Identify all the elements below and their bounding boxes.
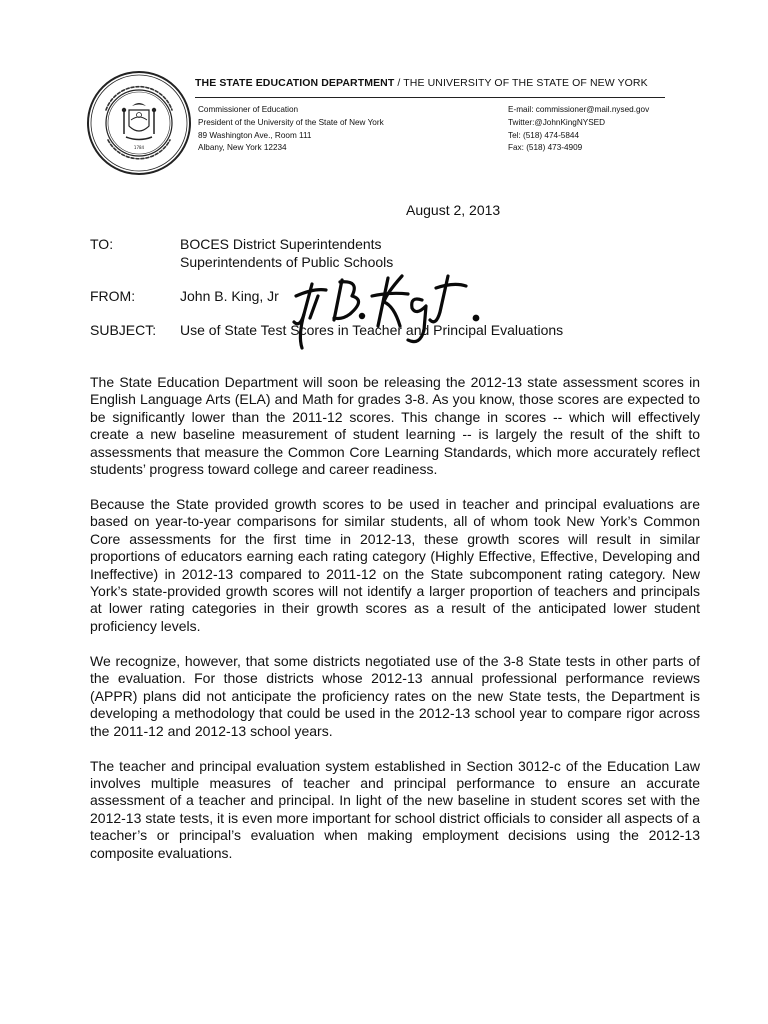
letterhead-address-block (198, 104, 384, 155)
letterhead-title (195, 77, 648, 89)
from-sender: John B. King, Jr (180, 288, 279, 304)
recipient-line: Superintendents of Public Schools (180, 253, 394, 270)
memo-date: August 2, 2013 (406, 202, 501, 218)
subject-text: Use of State Test Scores in Teacher and Principal Evaluations (180, 322, 564, 338)
to-label: TO: (90, 236, 114, 252)
nys-university-seal-icon (86, 70, 192, 176)
street-address: 89 Washington Ave., Room 111 (198, 130, 312, 140)
subject-label: SUBJECT: (90, 322, 157, 338)
email-line: E-mail: commissioner@mail.nysed.gov (508, 105, 650, 114)
telephone-line: Tel: (518) 474-5844 (508, 130, 580, 140)
memo-body (90, 374, 700, 880)
body-paragraph: Because the State provided growth scores to be used in teacher and principal evaluations are based on year-to-year comparisons for similar students, all of whom took New York’s Common Core assessments for the first time in 2012-13, these growth scores will result in similar proportions of educators earning each rating category (Highly Effective, Effective, Developing and Ineffective) in 2012-13 compared to 2011-12 on the State subcomponent rating category. New York’s state-provided growth scores will not identify a larger proportion of teachers and principals at lower rating categories in their growth scores as a result of the anticipated lower student proficiency levels. (90, 496, 700, 634)
department-name: THE STATE EDUCATION DEPARTMENT (195, 77, 395, 89)
twitter-line: Twitter:@JohnKingNYSED (508, 117, 606, 127)
letterhead-contact-block (508, 104, 649, 155)
commissioner-title: Commissioner of Education (198, 105, 299, 114)
from-label: FROM: (90, 288, 136, 304)
handwritten-signature-icon (290, 266, 490, 356)
body-paragraph: We recognize, however, that some districts negotiated use of the 3-8 State tests in other parts of the evaluation. For those districts whose 2012-13 annual professional performance reviews (APPR) plans did not anticipate the proficiency rates on the new State tests, the Department is developing a methodology that could be used in the 2012-13 school year to compare rigor across the 2011-12 and 2012-13 school years. (90, 652, 700, 739)
title-separator: / (394, 77, 404, 89)
city-address: Albany, New York 12234 (198, 143, 287, 153)
letterhead-divider (195, 97, 665, 98)
body-paragraph: The teacher and principal evaluation system established in Section 3012-c of the Education Law involves multiple measures of teacher and principal performance to ensure an accurate assessment of a teacher and principal. In light of the new baseline in student scores set with the 2012-13 state tests, it is even more important for school district officials to consider all aspects of a teacher’s or principal’s evaluation when making employment decisions using the 2012-13 composite evaluations. (90, 757, 700, 861)
recipient-line: BOCES District Superintendents (180, 236, 382, 252)
president-title: President of the University of the State of New York (198, 117, 384, 127)
fax-line: Fax: (518) 473-4909 (508, 143, 583, 153)
university-name: THE UNIVERSITY OF THE STATE OF NEW YORK (403, 77, 648, 89)
svg-text:1784: 1784 (133, 145, 145, 150)
body-paragraph: The State Education Department will soon be releasing the 2012-13 state assessment scores in English Language Arts (ELA) and Math for grades 3-8. As you know, those scores are expected to be significantly lower than the 2011-12 scores. This change in scores -- which will effectively create a new baseline measurement of student learning -- is largely the result of the shift to assessments that measure the Common Core Learning Standards, which more accurately reflect students’ progress toward college and career readiness. (90, 374, 700, 478)
